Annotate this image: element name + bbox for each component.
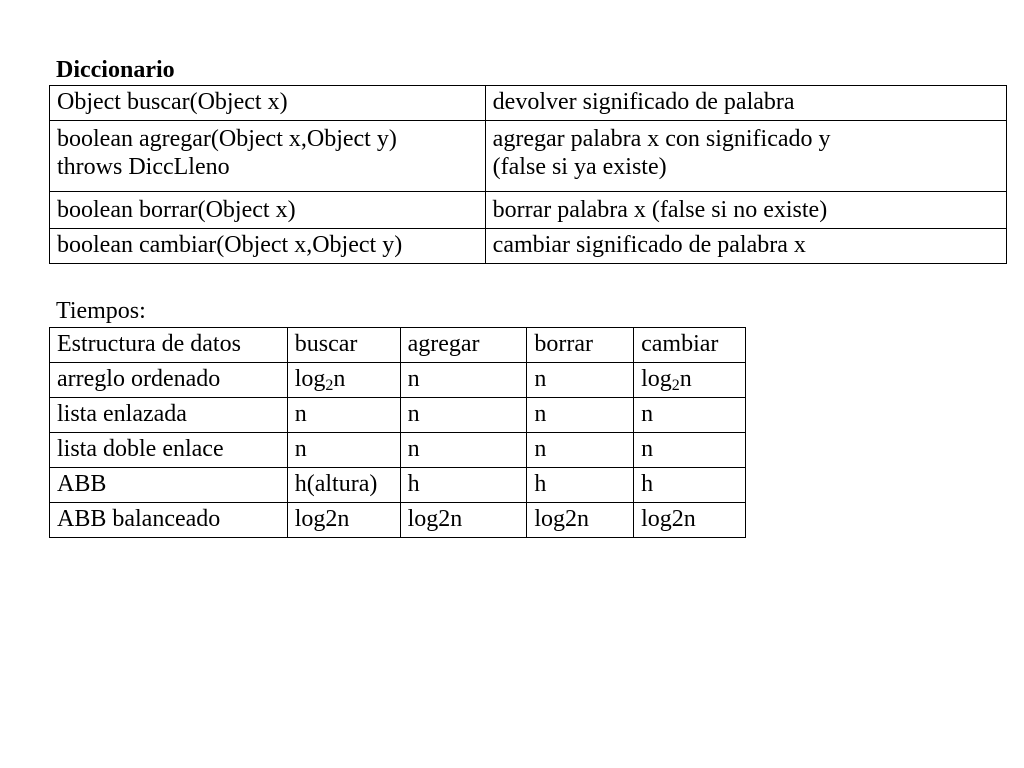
header-cell: buscar [287, 328, 400, 363]
operation-description [485, 192, 1006, 229]
times-table [49, 327, 746, 538]
table-row [50, 503, 746, 538]
complexity-cell: log2n [634, 503, 746, 538]
operation-signature [50, 229, 486, 264]
dictionary-table [49, 85, 1007, 264]
signature-line: boolean agregar(Object x,Object y) [57, 126, 397, 152]
description-line: agregar palabra x con significado y [492, 126, 831, 152]
complexity-cell: n [400, 398, 527, 433]
table-row [50, 468, 746, 503]
description-line: borrar palabra x (false si no existe) [492, 197, 828, 223]
structure-name: lista enlazada [50, 398, 288, 433]
operation-signature [50, 121, 486, 192]
header-cell: cambiar [634, 328, 746, 363]
complexity-cell: $\log_2n$ [634, 363, 746, 398]
complexity-cell: n [634, 433, 746, 468]
operation-description [485, 229, 1006, 264]
dictionary-title: Diccionario [56, 57, 175, 83]
table-row [50, 398, 746, 433]
complexity-cell: log2n [400, 503, 527, 538]
table-row [50, 86, 1007, 121]
table-row [50, 433, 746, 468]
complexity-cell: n [287, 433, 400, 468]
header-cell: Estructura de datos [50, 328, 288, 363]
complexity-cell: h [634, 468, 746, 503]
signature-line: Object buscar(Object x) [57, 89, 288, 115]
operation-description [485, 86, 1006, 121]
complexity-cell: h [400, 468, 527, 503]
complexity-cell: n [527, 363, 634, 398]
description-line: cambiar significado de palabra x [492, 232, 806, 258]
signature-line: boolean borrar(Object x) [57, 197, 296, 223]
complexity-cell: h(altura) [287, 468, 400, 503]
complexity-cell: n [400, 363, 527, 398]
complexity-cell: n [400, 433, 527, 468]
complexity-cell: n [634, 398, 746, 433]
complexity-cell: n [527, 433, 634, 468]
signature-line: throws DiccLleno [57, 154, 230, 180]
operation-signature [50, 192, 486, 229]
table-row [50, 229, 1007, 264]
structure-name: lista doble enlace [50, 433, 288, 468]
operation-signature [50, 86, 486, 121]
times-title: Tiempos: [56, 298, 146, 324]
table-row [50, 192, 1007, 229]
complexity-cell: $\log_2n$ [287, 363, 400, 398]
header-cell: borrar [527, 328, 634, 363]
complexity-cell: log2n [527, 503, 634, 538]
structure-name: ABB [50, 468, 288, 503]
table-header-row [50, 328, 746, 363]
structure-name: arreglo ordenado [50, 363, 288, 398]
table-row [50, 121, 1007, 192]
complexity-cell: log2n [287, 503, 400, 538]
operation-description [485, 121, 1006, 192]
table-row [50, 363, 746, 398]
complexity-cell: n [527, 398, 634, 433]
complexity-cell: n [287, 398, 400, 433]
header-cell: agregar [400, 328, 527, 363]
description-line: (false si ya existe) [492, 154, 667, 180]
complexity-cell: h [527, 468, 634, 503]
signature-line: boolean cambiar(Object x,Object y) [57, 232, 403, 258]
description-line: devolver significado de palabra [492, 89, 795, 115]
structure-name: ABB balanceado [50, 503, 288, 538]
